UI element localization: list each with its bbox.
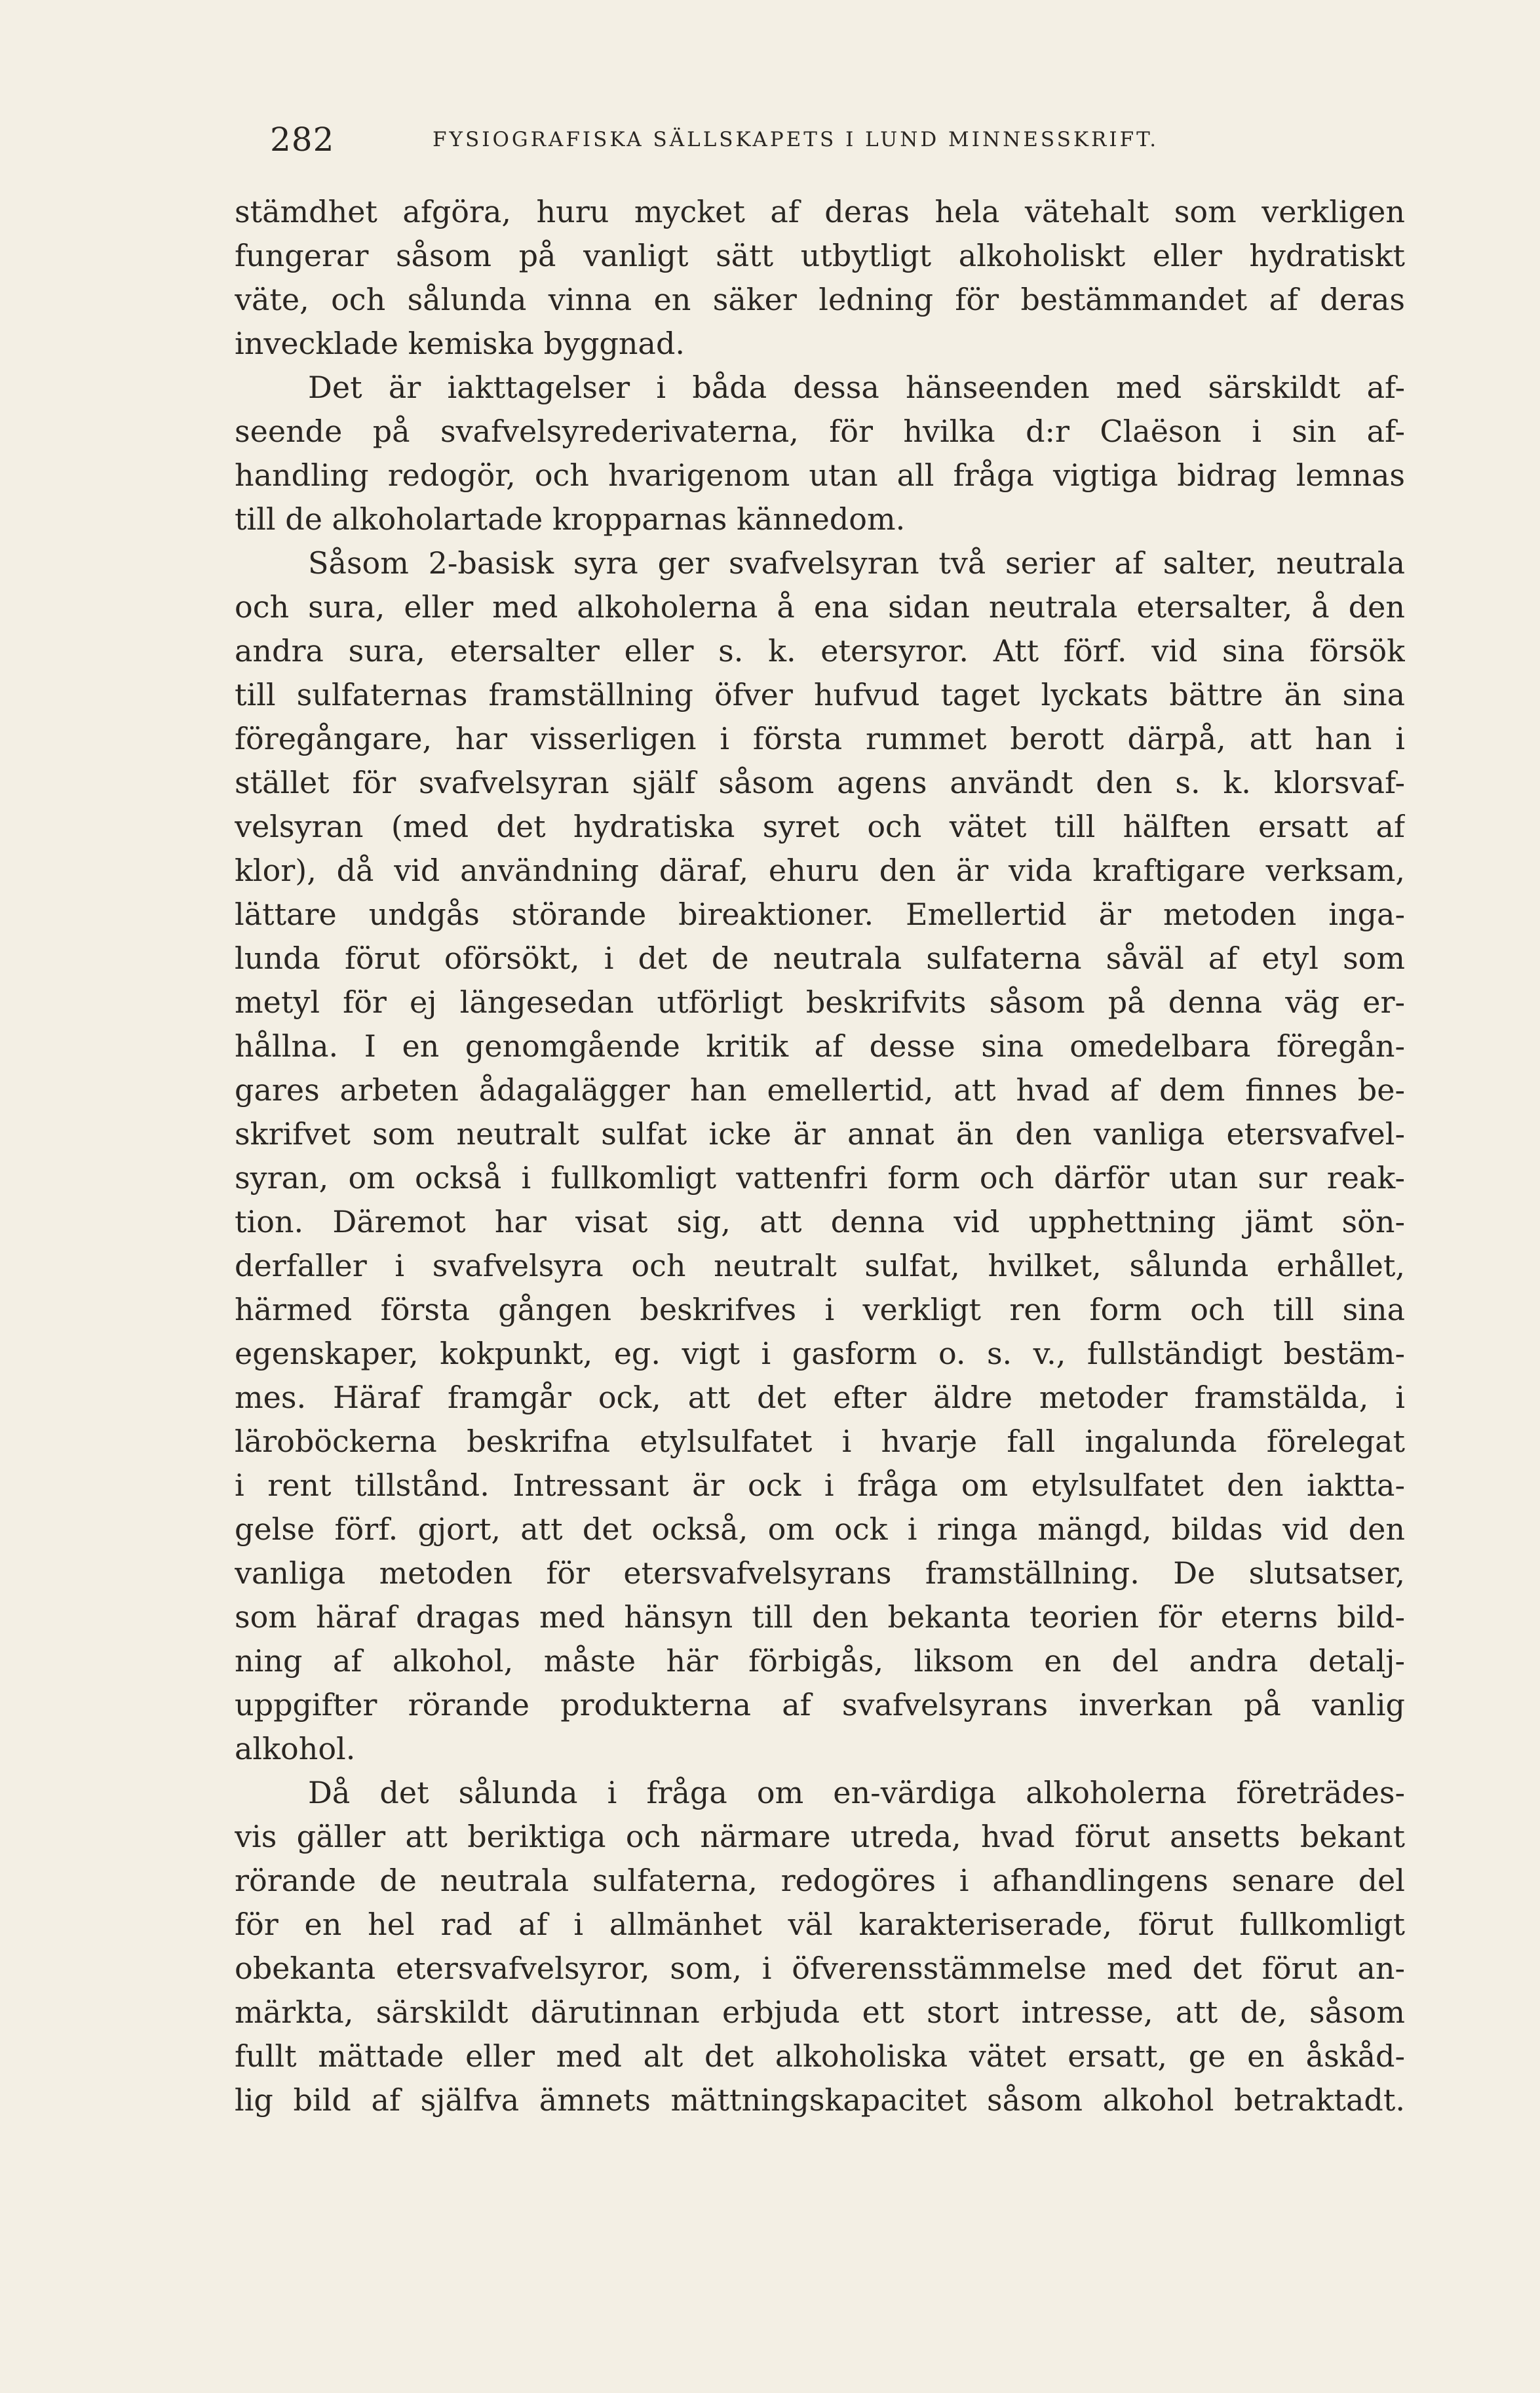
text-line: vanliga metoden för etersvafvelsyrans framställning. De slutsatser, (235, 1555, 1405, 1591)
body-text (235, 190, 1405, 2122)
text-line: ning af alkohol, måste här förbigås, liksom en del andra detalj- (235, 1643, 1405, 1679)
text-line: fungerar såsom på vanligt sätt utbytligt alkoholiskt eller hydratiskt (235, 238, 1405, 273)
text-line: skrifvet som neutralt sulfat icke är annat än den vanliga etersvafvel- (235, 1116, 1405, 1152)
text-line: klor), då vid användning däraf, ehuru den är vida kraftigare verksam, (235, 853, 1405, 888)
text-line: obekanta etersvafvelsyror, som, i öfverensstämmelse med det förut an- (235, 1951, 1405, 1986)
text-line: och sura, eller med alkoholerna å ena sidan neutrala etersalter, å den (235, 589, 1405, 625)
text-line: invecklade kemiska byggnad. (235, 326, 685, 361)
text-line: gares arbeten ådagalägger han emellertid, att hvad af dem finnes be- (235, 1072, 1405, 1108)
text-line: gelse förf. gjort, att det också, om ock i ringa mängd, bildas vid den (235, 1511, 1405, 1547)
text-line: i rent tillstånd. Intressant är ock i fråga om etylsulfatet den iaktta- (235, 1468, 1405, 1503)
text-line: rörande de neutrala sulfaterna, redogöres i afhandlingens senare del (235, 1863, 1405, 1898)
text-line: seende på svafvelsyrederivaterna, för hvilka d:r Claëson i sin af- (235, 414, 1405, 449)
text-line: lättare undgås störande bireaktioner. Emellertid är metoden inga- (235, 897, 1405, 932)
text-line: stämdhet afgöra, huru mycket af deras hela vätehalt som verkligen (235, 194, 1405, 229)
text-line: läroböckerna beskrifna etylsulfatet i hvarje fall ingalunda förelegat (235, 1424, 1405, 1459)
text-line: Det är iakttagelser i båda dessa hänseenden med särskildt af- (308, 370, 1405, 405)
text-line: alkohol. (235, 1731, 356, 1766)
text-line: mes. Häraf framgår ock, att det efter äldre metoder framstälda, i (235, 1380, 1405, 1415)
page-number: 282 (270, 121, 335, 159)
text-line: till de alkoholartade kropparnas kännedom. (235, 501, 906, 537)
text-line: handling redogör, och hvarigenom utan all fråga vigtiga bidrag lemnas (235, 457, 1405, 493)
text-line: derfaller i svafvelsyra och neutralt sulfat, hvilket, sålunda erhållet, (235, 1248, 1405, 1283)
text-line: metyl för ej längesedan utförligt beskrifvits såsom på denna väg er- (235, 984, 1405, 1020)
text-line: Såsom 2-basisk syra ger svafvelsyran två serier af salter, neutrala (308, 545, 1405, 581)
text-line: som häraf dragas med hänsyn till den bekanta teorien för eterns bild- (235, 1599, 1405, 1635)
text-line: fullt mättade eller med alt det alkoholiska vätet ersatt, ge en åskåd- (235, 2038, 1405, 2074)
text-line: vis gäller att beriktiga och närmare utreda, hvad förut ansetts bekant (235, 1819, 1405, 1854)
text-line: för en hel rad af i allmänhet väl karakteriserade, förut fullkomligt (235, 1907, 1405, 1942)
text-line: tion. Däremot har visat sig, att denna vid upphettning jämt sön- (235, 1204, 1405, 1239)
text-line: stället för svafvelsyran själf såsom agens användt den s. k. klorsvaf- (235, 765, 1405, 800)
page-header (236, 117, 1409, 163)
text-line: lunda förut oförsökt, i det de neutrala sulfaterna såväl af etyl som (235, 941, 1405, 976)
text-line: härmed första gången beskrifves i verkligt ren form och till sina (235, 1292, 1405, 1327)
text-line: märkta, särskildt därutinnan erbjuda ett stort intresse, att de, såsom (235, 1994, 1405, 2030)
text-line: hållna. I en genomgående kritik af desse sina omedelbara föregån- (235, 1028, 1405, 1064)
text-line: föregångare, har visserligen i första rummet berott därpå, att han i (235, 721, 1405, 756)
text-line: lig bild af själfva ämnets mättningskapacitet såsom alkohol betraktadt. (235, 2082, 1405, 2118)
text-line: väte, och sålunda vinna en säker ledning för bestämmandet af deras (235, 282, 1405, 317)
text-line: andra sura, etersalter eller s. k. etersyror. Att förf. vid sina försök (235, 633, 1405, 669)
text-line: till sulfaternas framställning öfver hufvud taget lyckats bättre än sina (235, 677, 1405, 712)
text-line: uppgifter rörande produkterna af svafvelsyrans inverkan på vanlig (235, 1687, 1405, 1722)
text-line: egenskaper, kokpunkt, eg. vigt i gasform o. s. v., fullständigt bestäm- (235, 1336, 1405, 1371)
text-line: syran, om också i fullkomligt vattenfri form och därför utan sur reak- (235, 1160, 1405, 1196)
text-line: velsyran (med det hydratiska syret och vätet till hälften ersatt af (235, 809, 1405, 844)
running-head: FYSIOGRAFISKA SÄLLSKAPETS I LUND MINNESSKRIFT. (433, 128, 1159, 151)
text-line: Då det sålunda i fråga om en-värdiga alkoholerna företrädes- (308, 1775, 1405, 1810)
